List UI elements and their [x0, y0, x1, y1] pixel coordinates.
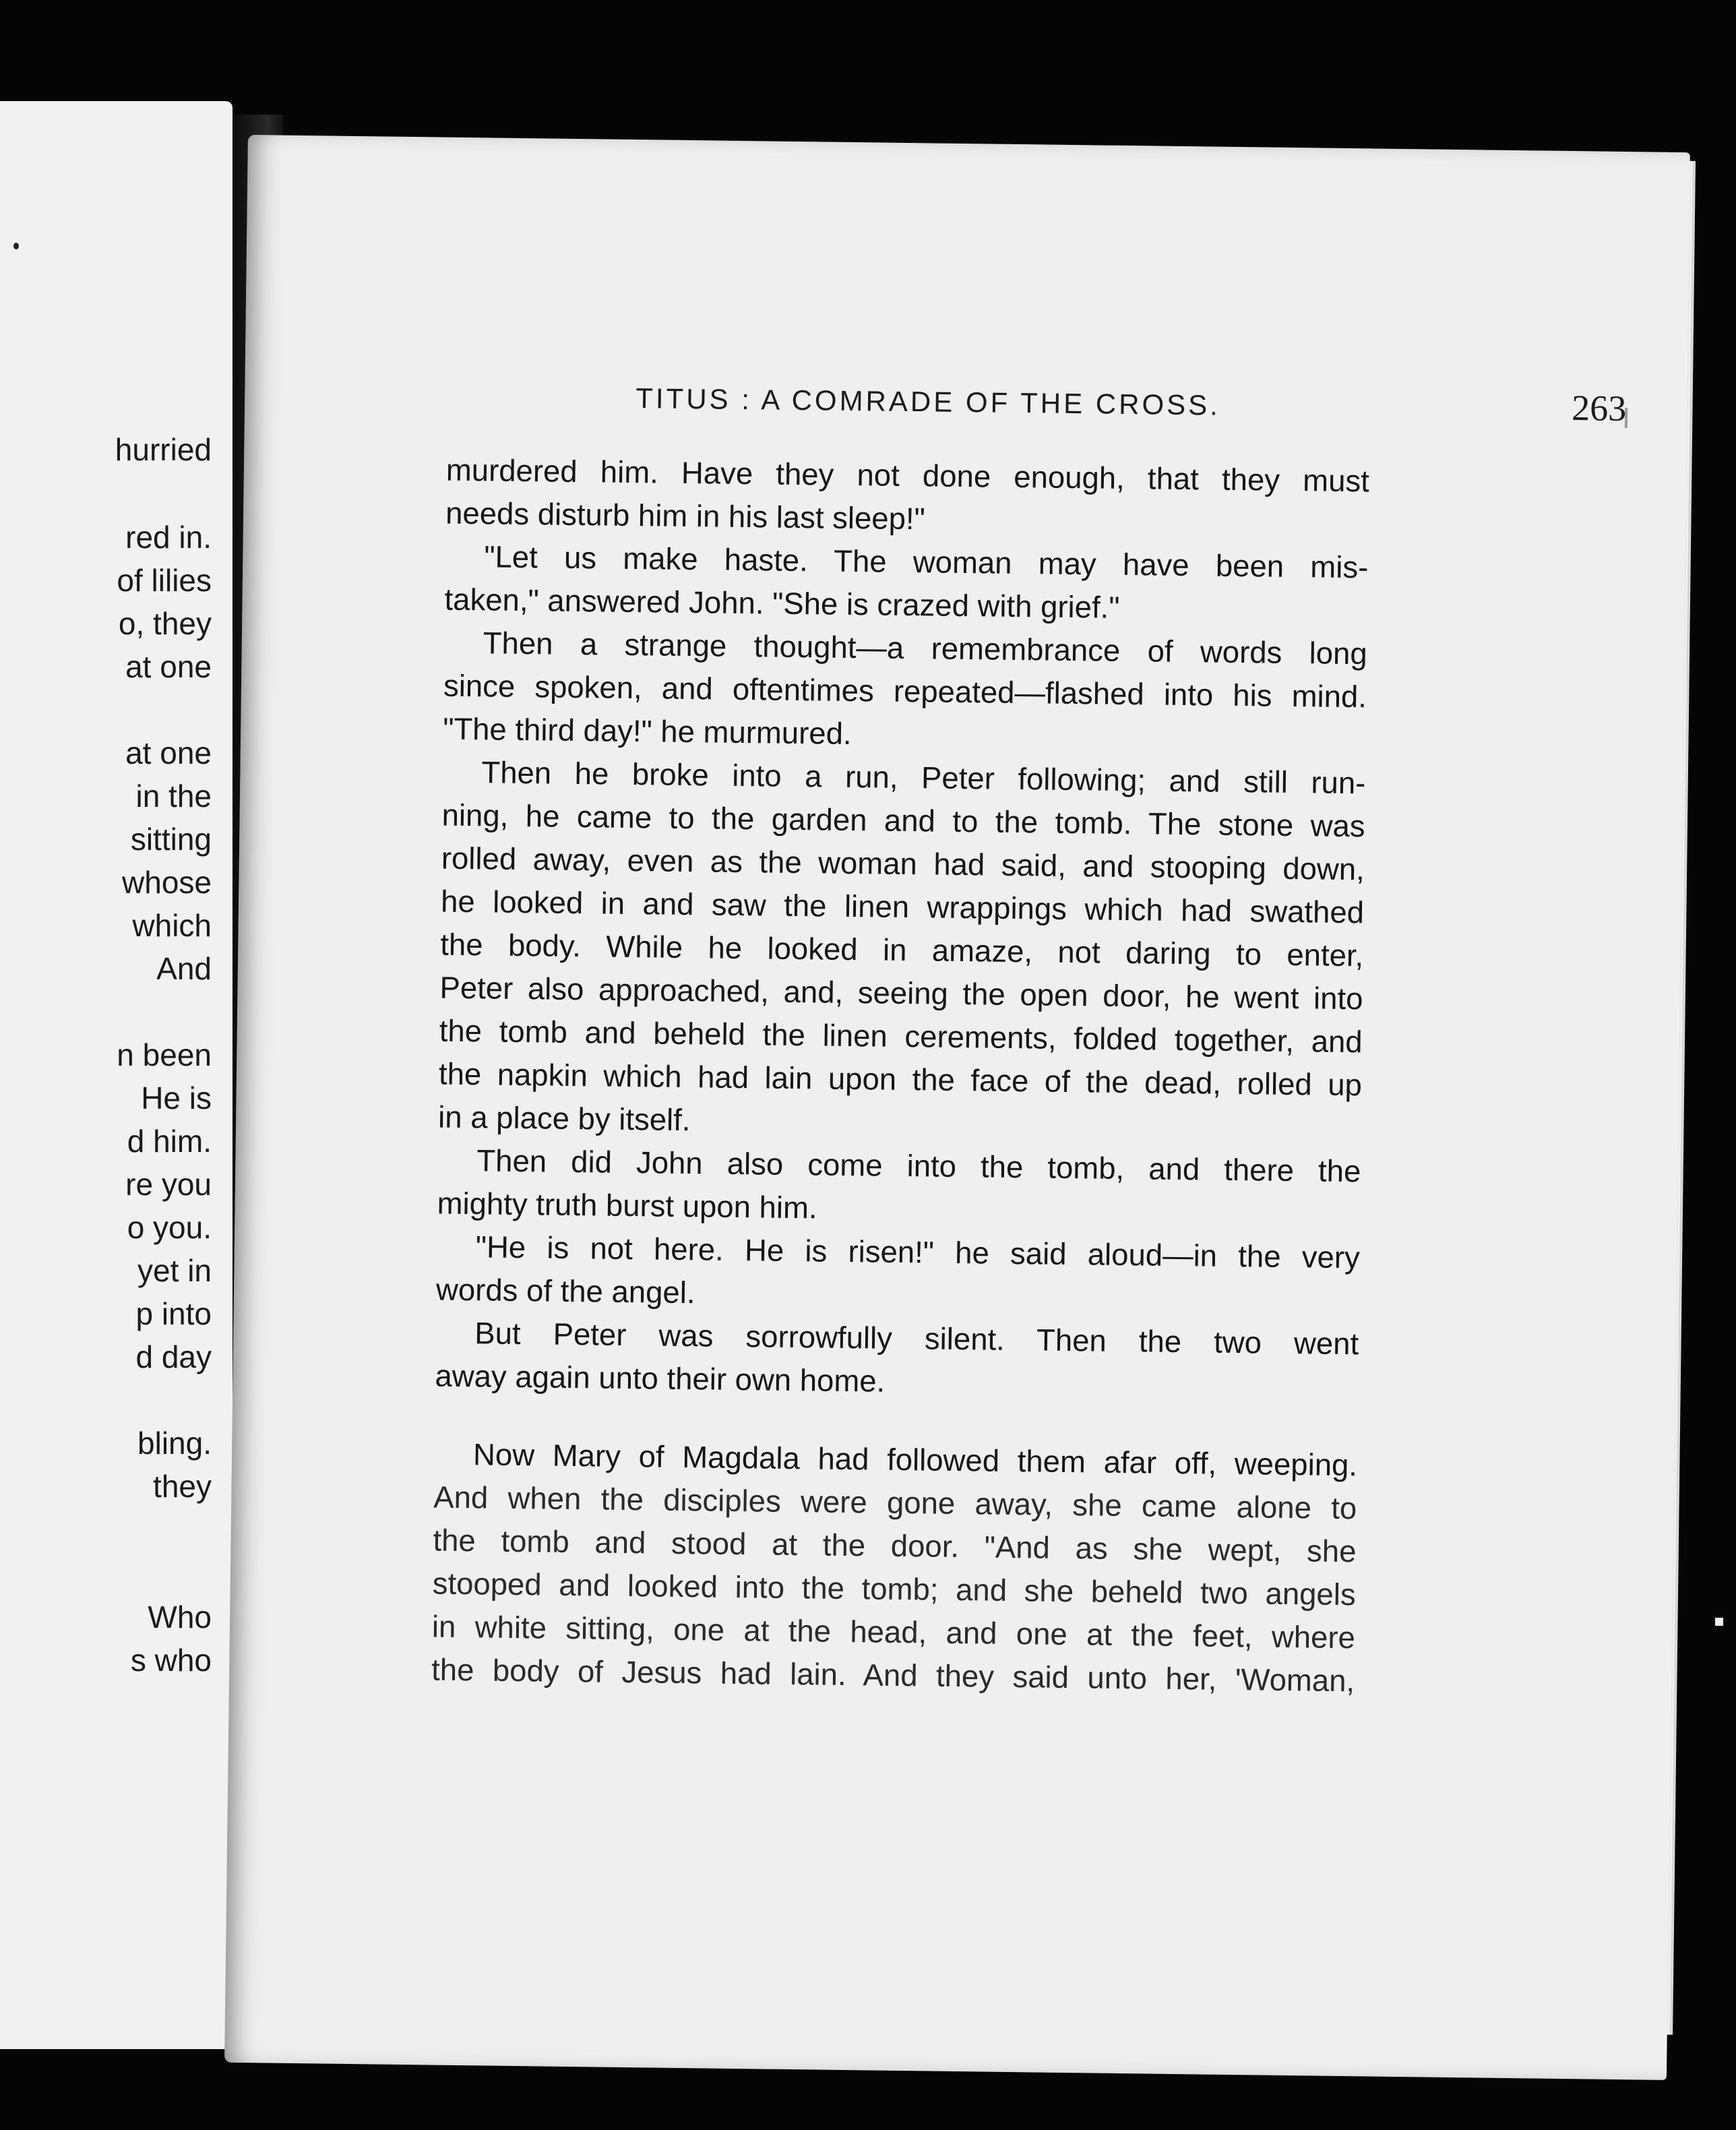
text-line: ning, he came to the garden and to the tomb. The stone was — [441, 797, 1365, 844]
text-line: stooped and looked into the tomb; and she beheld two angels — [432, 1566, 1356, 1612]
left-page-fragment: o, they — [118, 606, 212, 641]
text-line: he looked in and saw the linen wrappings which had swathed — [440, 884, 1365, 930]
facing-page-left — [0, 101, 232, 2049]
text-line: Then he broke into a run, Peter following; and still run- — [481, 755, 1366, 801]
running-title: TITUS : A COMRADE OF THE CROSS. — [635, 382, 1221, 421]
left-page-fragment: they — [153, 1469, 212, 1504]
text-line: "Let us make haste. The woman may have been mis- — [484, 539, 1369, 585]
text-line: needs disturb him in his last sleep!" — [445, 495, 926, 537]
left-page-fragment: of lilies — [117, 563, 212, 598]
page-number: 263 — [1571, 388, 1627, 429]
left-page-fragment: And — [156, 951, 212, 986]
text-line: And when the disciples were gone away, she came alone to — [433, 1480, 1357, 1526]
page-263 — [224, 135, 1690, 2080]
text-line: Then a strange thought—a remembrance of words long — [483, 626, 1368, 671]
left-page-fragment: yet in — [137, 1253, 212, 1288]
text-line: Peter also approached, and, seeing the open door, he went into — [439, 970, 1363, 1016]
text-line: "The third day!" he murmured. — [442, 711, 852, 752]
text-line: the body. While he looked in amaze, not daring to enter, — [440, 927, 1364, 973]
text-line: words of the angel. — [435, 1272, 695, 1310]
left-page-fragment: in the — [135, 779, 212, 814]
left-page-fragment: whose — [122, 865, 212, 900]
left-page-fragment: n been — [117, 1037, 212, 1072]
text-line: in a place by itself. — [437, 1099, 691, 1138]
text-line: the tomb and stood at the door. "And as she wept, she — [433, 1523, 1357, 1569]
text-line: rolled away, even as the woman had said, and stooping down, — [441, 841, 1365, 887]
left-page-fragment: He is — [141, 1081, 212, 1116]
left-page-fragment: d him. — [127, 1124, 212, 1159]
left-page-fragment: o you. — [127, 1210, 212, 1245]
text-line: the body of Jesus had lain. And they said unto her, 'Woman, — [431, 1652, 1355, 1699]
text-line: But Peter was sorrowfully silent. Then the two went — [474, 1316, 1359, 1362]
left-page-fragment: at one — [125, 649, 212, 684]
ink-speck — [13, 243, 19, 249]
text-line: the tomb and beheld the linen cerements, folded together, and — [439, 1013, 1363, 1060]
text-line: mighty truth burst upon him. — [437, 1186, 817, 1225]
left-page-fragment: d day — [135, 1339, 212, 1374]
left-page-fragment: red in. — [125, 520, 212, 555]
left-page-fragment: which — [132, 908, 212, 943]
left-page-fragment: at one — [125, 735, 212, 770]
text-line: taken," answered John. "She is crazed with grief." — [444, 582, 1120, 625]
text-line: Now Mary of Magdala had followed them afar off, weeping. — [472, 1437, 1358, 1483]
text-line: away again unto their own home. — [435, 1358, 886, 1399]
running-header — [636, 369, 1627, 435]
left-page-fragment: bling. — [137, 1426, 212, 1461]
body-text — [431, 449, 1369, 1703]
left-page-fragment: sitting — [130, 822, 212, 857]
scan-artifact — [1715, 1618, 1723, 1626]
text-line: since spoken, and oftentimes repeated—flashed into his mind. — [443, 668, 1367, 714]
text-line: Then did John also come into the tomb, and there the — [476, 1143, 1361, 1189]
left-page-fragment: s who — [130, 1643, 212, 1678]
left-page-fragment: Who — [148, 1600, 212, 1635]
left-page-fragment: hurried — [115, 432, 212, 467]
text-line: "He is not here. He is risen!" he said aloud—in the very — [475, 1229, 1361, 1275]
left-page-fragment: re you — [125, 1167, 212, 1202]
left-page-fragment: p into — [135, 1296, 212, 1331]
text-line: in white sitting, one at the head, and one at the feet, where — [431, 1609, 1356, 1655]
text-line: the napkin which had lain upon the face of the dead, rolled up — [438, 1056, 1363, 1103]
text-line: murdered him. Have they not done enough, that they must — [445, 452, 1370, 499]
